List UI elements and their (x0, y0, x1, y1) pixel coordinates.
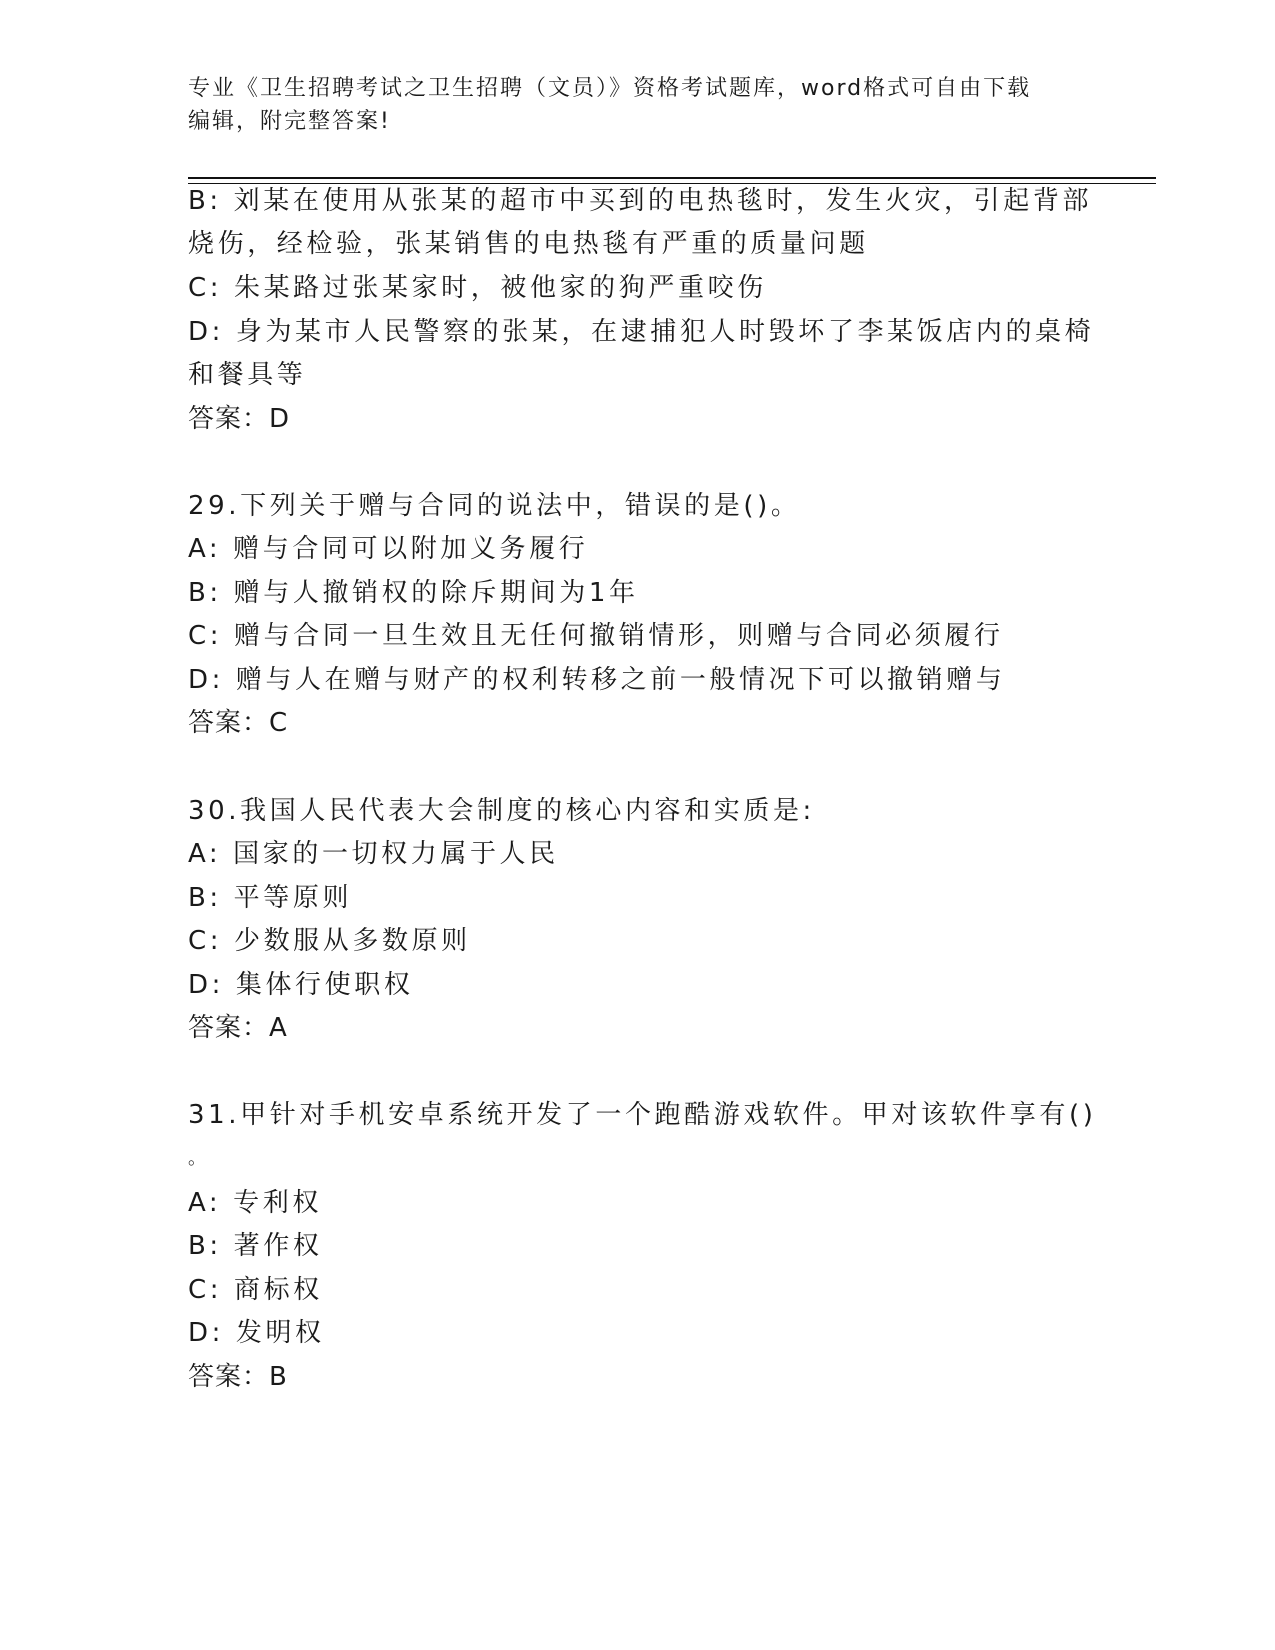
q30-answer: 答案：A (188, 1013, 288, 1043)
q29-option-c: C: 赠与合同一旦生效且无任何撤销情形，则赠与合同必须履行 (188, 621, 1004, 651)
q31-stem-line1: 31.甲针对手机安卓系统开发了一个跑酷游戏软件。甲对该软件享有() (188, 1100, 1097, 1130)
q31-option-c: C: 商标权 (188, 1275, 323, 1305)
q30-stem: 30.我国人民代表大会制度的核心内容和实质是: (188, 796, 815, 826)
header-divider-thin (188, 183, 1156, 184)
q30-option-d: D: 集体行使职权 (188, 970, 414, 1000)
q28-answer: 答案：D (188, 404, 291, 434)
q31-answer: 答案：B (188, 1362, 288, 1392)
q30-option-b: B: 平等原则 (188, 883, 353, 913)
q29-option-a: A: 赠与合同可以附加义务履行 (188, 534, 589, 564)
q31-option-b: B: 著作权 (188, 1231, 323, 1261)
q29-option-d: D: 赠与人在赠与财产的权利转移之前一般情况下可以撤销赠与 (188, 665, 1006, 695)
q29-stem: 29.下列关于赠与合同的说法中，错误的是()。 (188, 491, 801, 521)
q30-option-a: A: 国家的一切权力属于人民 (188, 839, 559, 869)
q28-option-b-line1: B: 刘某在使用从张某的超市中买到的电热毯时，发生火灾，引起背部 (188, 186, 1093, 216)
q31-stem-line2: 。 (188, 1148, 210, 1169)
q29-option-b: B: 赠与人撤销权的除斥期间为1年 (188, 578, 639, 608)
title-line-1: 专业《卫生招聘考试之卫生招聘（文员）》资格考试题库，word格式可自由下载 (188, 76, 1032, 101)
q28-option-c: C: 朱某路过张某家时，被他家的狗严重咬伤 (188, 273, 767, 303)
q28-option-d-line2: 和餐具等 (188, 360, 307, 390)
document-title (188, 72, 1088, 138)
q31-option-d: D: 发明权 (188, 1318, 325, 1348)
q28-option-b-line2: 烧伤，经检验，张某销售的电热毯有严重的质量问题 (188, 229, 869, 259)
q30-option-c: C: 少数服从多数原则 (188, 926, 471, 956)
title-line-2: 编辑，附完整答案! (188, 109, 391, 134)
q31-option-a: A: 专利权 (188, 1188, 322, 1218)
q29-answer: 答案：C (188, 708, 289, 738)
q28-option-d-line1: D: 身为某市人民警察的张某，在逮捕犯人时毁坏了李某饭店内的桌椅 (188, 317, 1095, 347)
header-divider-thick (188, 177, 1156, 179)
